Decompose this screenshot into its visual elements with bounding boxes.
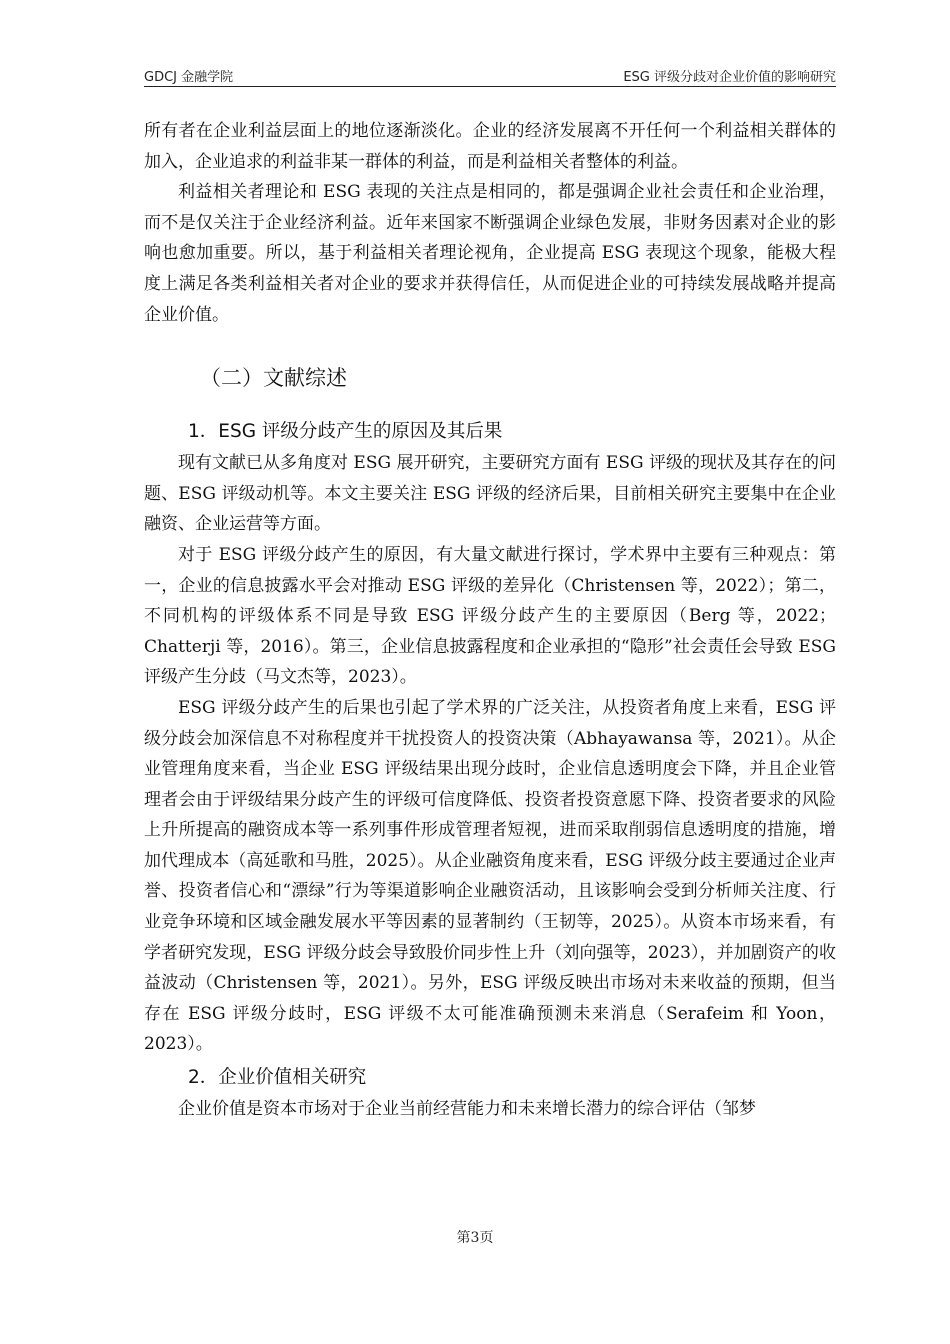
subsection-heading-esg-divergence: 1．ESG 评级分歧产生的原因及其后果 [188,421,503,443]
section-heading-literature-review: （二）文献综述 [200,366,347,391]
header-institution: GDCJ 金融学院 [144,70,234,85]
subsection-heading-firm-value: 2．企业价值相关研究 [188,1067,367,1089]
paragraph-stakeholder-continued: 所有者在企业利益层面上的地位逐渐淡化。企业的经济发展离不开任何一个利益相关群体的加入，企业追求的利益非某一群体的利益，而是利益相关者整体的利益。 [144,121,836,172]
paragraph-divergence-causes: 对于 ESG 评级分歧产生的原因，有大量文献进行探讨，学术界中主要有三种观点：第一，企业的信息披露水平会对推动 ESG 评级的差异化（Christensen 等，2022）；第二，不同机构的评级体系不同是导致 ESG 评级分歧产生的主要原因（Berg 等，2022；Chatterji 等，2016）。第三，企业信息披露程度和企业承担的“隐形”社会责任会导致 ESG 评级产生分歧（马文杰等，2023）。 [144,544,836,688]
page-header [144,64,836,87]
paragraph-divergence-consequences: ESG 评级分歧产生的后果也引起了学术界的广泛关注，从投资者角度上来看，ESG 评级分歧会加深信息不对称程度并干扰投资人的投资决策（Abhayawansa 等，2021）。从企业管理角度来看，当企业 ESG 评级结果出现分歧时，企业信息透明度会下降，并且企业管理者会由于评级结果分歧产生的评级可信度降低、投资者投资意愿下降、投资者要求的风险上升所提高的融资成本等一系列事件形成管理者短视，进而采取削弱信息透明度的措施，增加代理成本（高延歌和马胜，2025）。从企业融资角度来看，ESG 评级分歧主要通过企业声誉、投资者信心和“漂绿”行为等渠道影响企业融资活动，且该影响会受到分析师关注度、行业竞争环境和区域金融发展水平等因素的显著制约（王韧等，2025）。从资本市场来看，有学者研究发现，ESG 评级分歧会导致股价同步性上升（刘向强等，2023），并加剧资产的收益波动（Christensen 等，2021）。另外，ESG 评级反映出市场对未来收益的预期，但当存在 ESG 评级分歧时，ESG 评级不太可能准确预测未来消息（Serafeim 和 Yoon，2023）。 [144,697,836,1055]
paragraph-firm-value: 企业价值是资本市场对于企业当前经营能力和未来增长潜力的综合评估（邹梦 [178,1099,756,1120]
paragraph-stakeholder-esg: 利益相关者理论和 ESG 表现的关注点是相同的，都是强调企业社会责任和企业治理，而不是仅关注于企业经济利益。近年来国家不断强调企业绿色发展，非财务因素对企业的影响也愈加重要。所以，基于利益相关者理论视角，企业提高 ESG 表现这个现象，能极大程度上满足各类利益相关者对企业的要求并获得信任，从而促进企业的可持续发展战略并提高企业价值。 [144,182,836,325]
paragraph-existing-literature: 现有文献已从多角度对 ESG 展开研究，主要研究方面有 ESG 评级的现状及其存在的问题、ESG 评级动机等。本文主要关注 ESG 评级的经济后果，目前相关研究主要集中在企业融资、企业运营等方面。 [144,453,836,535]
page-body [144,116,836,1125]
page-number: 第3页 [456,1230,494,1246]
header-paper-title: ESG 评级分歧对企业价值的影响研究 [623,70,836,85]
